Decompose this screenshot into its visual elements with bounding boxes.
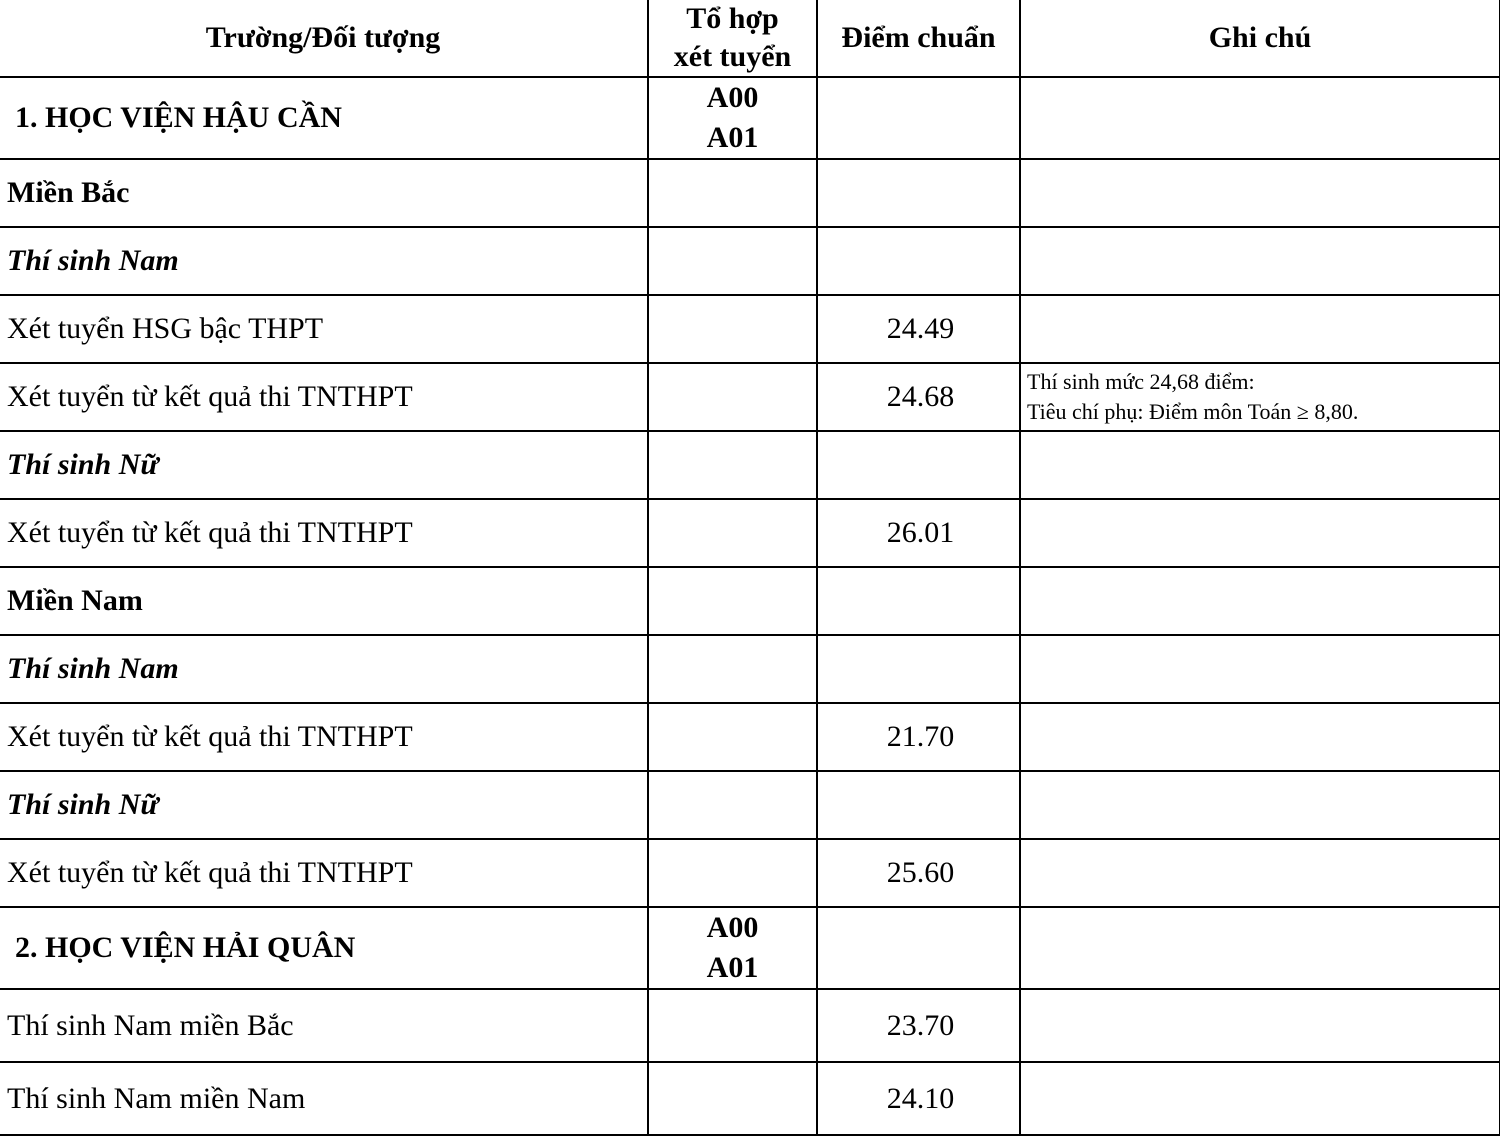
- table-row: [0, 431, 1500, 499]
- header-row: [0, 0, 1500, 77]
- combo-cell: [648, 159, 817, 227]
- combo-code: A01: [706, 951, 759, 984]
- table-row: [0, 989, 1500, 1062]
- combo-cell: [648, 635, 817, 703]
- note-cell: [1020, 499, 1500, 567]
- table-row: [0, 363, 1500, 431]
- combo-code: A01: [706, 121, 759, 154]
- score-cell: [817, 771, 1020, 839]
- combo-cell: [648, 839, 817, 907]
- score-cell: [817, 635, 1020, 703]
- category-cell: Thí sinh Nam: [0, 635, 648, 703]
- combo-cell: [648, 567, 817, 635]
- combo-cell: [648, 363, 817, 431]
- score-cell: [817, 431, 1020, 499]
- combo-code: A00: [706, 911, 759, 944]
- header-score: Điểm chuẩn: [817, 0, 1020, 77]
- score-cell: [817, 159, 1020, 227]
- score-cell: 23.70: [817, 989, 1020, 1062]
- score-cell: [817, 77, 1020, 159]
- score-cell: 24.10: [817, 1062, 1020, 1135]
- category-cell: Xét tuyển từ kết quả thi TNTHPT: [0, 703, 648, 771]
- category-cell: Thí sinh Nam miền Nam: [0, 1062, 648, 1135]
- category-cell: Xét tuyển HSG bậc THPT: [0, 295, 648, 363]
- score-cell: 25.60: [817, 839, 1020, 907]
- category-cell: Xét tuyển từ kết quả thi TNTHPT: [0, 499, 648, 567]
- note-cell: [1020, 77, 1500, 159]
- score-cell: 26.01: [817, 499, 1020, 567]
- header-combo-line1: Tổ hợp: [686, 2, 779, 35]
- category-cell: Xét tuyển từ kết quả thi TNTHPT: [0, 363, 648, 431]
- note-cell: [1020, 363, 1500, 431]
- note-cell: [1020, 635, 1500, 703]
- note-cell: [1020, 703, 1500, 771]
- category-cell: Miền Nam: [0, 567, 648, 635]
- category-cell: Xét tuyển từ kết quả thi TNTHPT: [0, 839, 648, 907]
- combo-cell: [648, 499, 817, 567]
- category-cell: Thí sinh Nữ: [0, 431, 648, 499]
- header-combo: [648, 0, 817, 77]
- score-cell: 24.68: [817, 363, 1020, 431]
- school-name-cell: 2. HỌC VIỆN HẢI QUÂN: [0, 907, 648, 989]
- category-cell: Thí sinh Nam: [0, 227, 648, 295]
- combo-cell: [648, 703, 817, 771]
- table-row: [0, 567, 1500, 635]
- score-cell: [817, 907, 1020, 989]
- note-cell: [1020, 431, 1500, 499]
- category-cell: Thí sinh Nam miền Bắc: [0, 989, 648, 1062]
- combo-code: A00: [706, 81, 759, 114]
- combo-cell: [648, 77, 817, 159]
- table-row: [0, 907, 1500, 989]
- note-cell: [1020, 839, 1500, 907]
- category-cell: Thí sinh Nữ: [0, 771, 648, 839]
- category-cell: Miền Bắc: [0, 159, 648, 227]
- table-row: [0, 771, 1500, 839]
- table-body: [0, 77, 1500, 1135]
- combo-cell: [648, 295, 817, 363]
- note-line: Thí sinh mức 24,68 điểm:: [1027, 369, 1255, 394]
- score-cell: 21.70: [817, 703, 1020, 771]
- note-cell: [1020, 227, 1500, 295]
- table-row: [0, 499, 1500, 567]
- table-row: [0, 1062, 1500, 1135]
- note-cell: [1020, 567, 1500, 635]
- header-note: Ghi chú: [1020, 0, 1500, 77]
- table-row: [0, 77, 1500, 159]
- combo-cell: [648, 1062, 817, 1135]
- score-cell: [817, 227, 1020, 295]
- note-cell: [1020, 159, 1500, 227]
- combo-cell: [648, 227, 817, 295]
- note-cell: [1020, 295, 1500, 363]
- combo-cell: [648, 771, 817, 839]
- note-cell: [1020, 1062, 1500, 1135]
- header-combo-line2: xét tuyển: [673, 40, 792, 73]
- table-row: [0, 159, 1500, 227]
- note-cell: [1020, 771, 1500, 839]
- note-cell: [1020, 907, 1500, 989]
- note-cell: [1020, 989, 1500, 1062]
- table-row: [0, 635, 1500, 703]
- score-cell: 24.49: [817, 295, 1020, 363]
- school-name-cell: 1. HỌC VIỆN HẬU CẦN: [0, 77, 648, 159]
- table-row: [0, 703, 1500, 771]
- combo-cell: [648, 431, 817, 499]
- combo-cell: [648, 907, 817, 989]
- score-cell: [817, 567, 1020, 635]
- header-school: Trường/Đối tượng: [0, 0, 648, 77]
- table-row: [0, 839, 1500, 907]
- note-line: Tiêu chí phụ: Điểm môn Toán ≥ 8,80.: [1027, 399, 1359, 424]
- table-row: [0, 295, 1500, 363]
- table-row: [0, 227, 1500, 295]
- combo-cell: [648, 989, 817, 1062]
